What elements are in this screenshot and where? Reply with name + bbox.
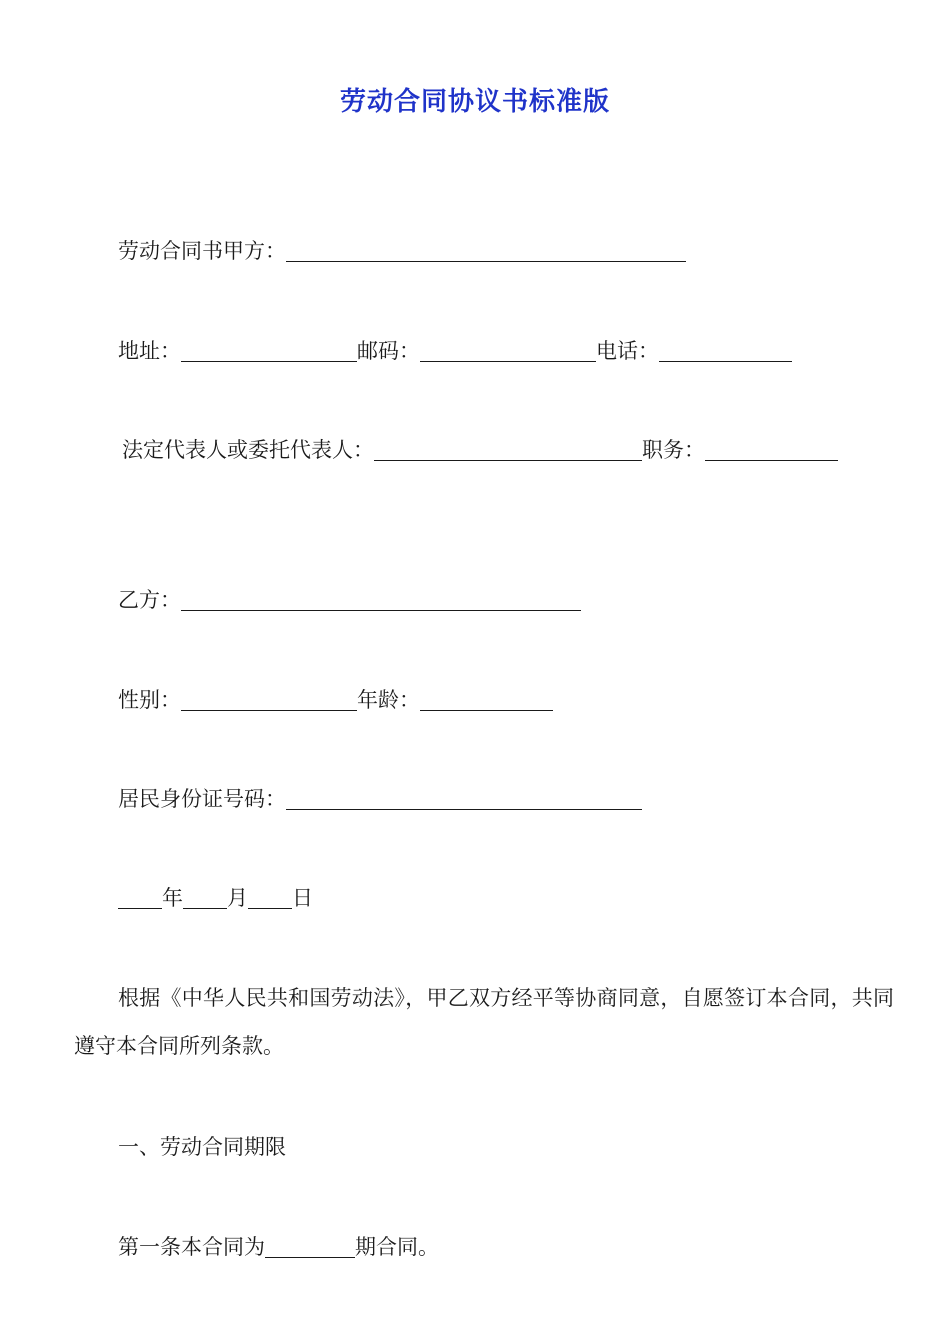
id-number-blank[interactable] xyxy=(286,787,642,810)
id-number-label: 居民身份证号码： xyxy=(118,787,286,811)
representative-line xyxy=(122,435,838,465)
month-label: 月 xyxy=(227,886,248,910)
article-1-prefix: 第一条本合同为 xyxy=(118,1235,265,1259)
gender-label: 性别： xyxy=(118,688,181,712)
phone-label: 电话： xyxy=(596,339,659,363)
year-blank[interactable] xyxy=(118,886,162,909)
id-number-line xyxy=(118,784,642,814)
gender-blank[interactable] xyxy=(181,688,357,711)
postcode-blank[interactable] xyxy=(420,339,596,362)
address-line xyxy=(118,336,792,366)
representative-label: 法定代表人或委托代表人： xyxy=(122,438,374,462)
year-label: 年 xyxy=(162,886,183,910)
article-1-suffix: 期合同。 xyxy=(355,1235,439,1259)
gender-age-line xyxy=(118,685,553,715)
representative-blank[interactable] xyxy=(374,438,642,461)
age-label: 年龄： xyxy=(357,688,420,712)
party-b-label: 乙方： xyxy=(118,588,181,612)
party-a-label: 劳动合同书甲方： xyxy=(118,239,286,263)
month-blank[interactable] xyxy=(183,886,227,909)
document-title: 劳动合同协议书标准版 xyxy=(339,87,610,117)
position-blank[interactable] xyxy=(705,438,838,461)
age-blank[interactable] xyxy=(420,688,553,711)
party-b-blank[interactable] xyxy=(181,588,581,611)
address-label: 地址： xyxy=(118,339,181,363)
day-blank[interactable] xyxy=(248,886,292,909)
day-label: 日 xyxy=(292,886,313,910)
postcode-label: 邮码： xyxy=(357,339,420,363)
section-1-heading-text: 一、劳动合同期限 xyxy=(118,1135,286,1159)
date-line xyxy=(118,883,313,913)
contract-term-blank[interactable] xyxy=(265,1235,355,1258)
position-label: 职务： xyxy=(642,438,705,462)
party-a-blank[interactable] xyxy=(286,239,686,262)
article-1-line xyxy=(118,1232,439,1262)
party-b-line xyxy=(118,585,581,615)
phone-blank[interactable] xyxy=(659,339,792,362)
party-a-line xyxy=(118,236,686,266)
address-blank[interactable] xyxy=(181,339,357,362)
section-1-heading xyxy=(118,1132,286,1162)
intro-paragraph: 根据《中华人民共和国劳动法》，甲乙双方经平等协商同意，自愿签订本合同，共同遵守本合同所列条款。 xyxy=(74,986,894,1058)
